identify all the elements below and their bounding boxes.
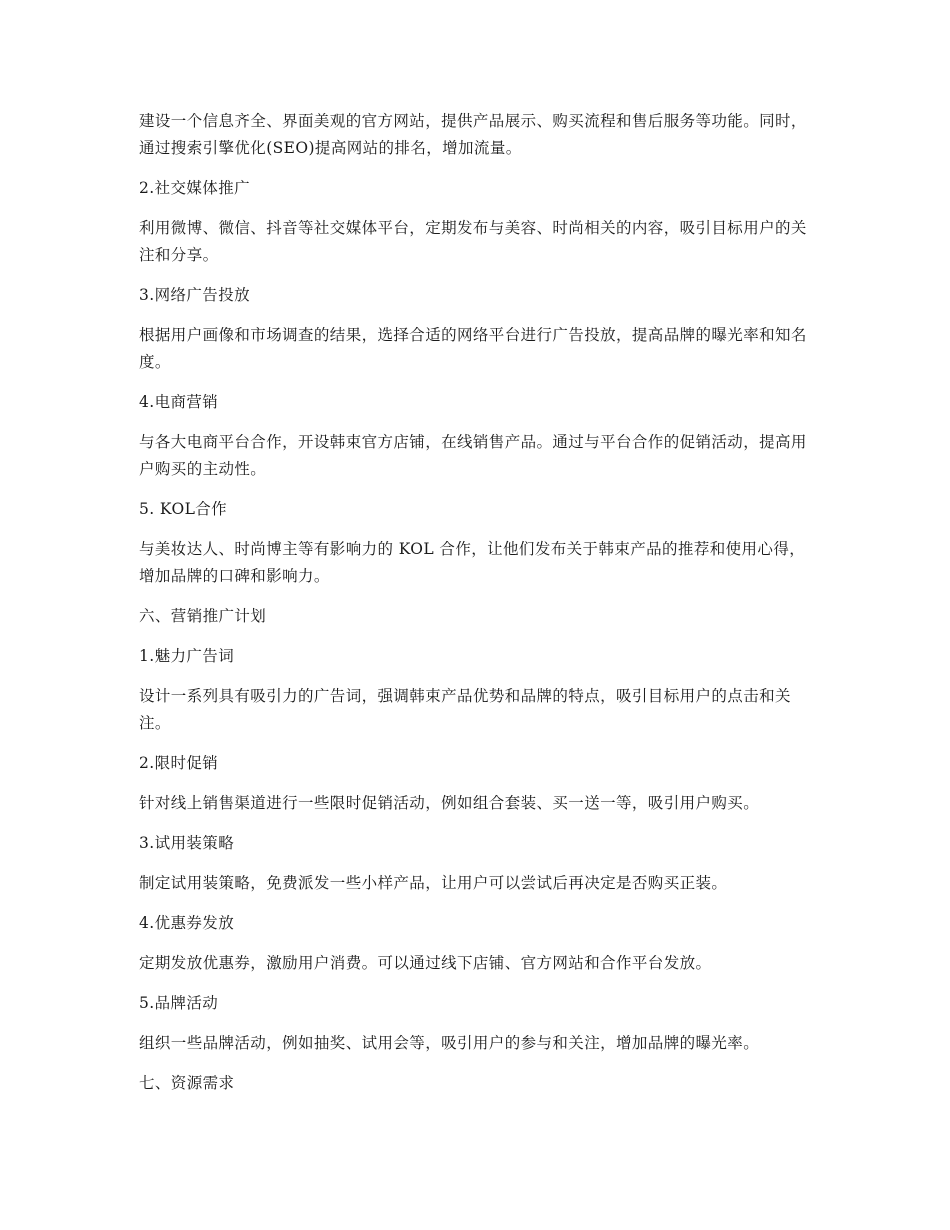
heading-brand-events: 5.品牌活动 bbox=[139, 994, 219, 1012]
document-body bbox=[139, 108, 819, 1110]
heading-ad-slogans: 1.魅力广告词 bbox=[139, 647, 235, 665]
paragraph-online-ads: 根据用户画像和市场调查的结果，选择合适的网络平台进行广告投放，提高品牌的曝光率和知名度。 bbox=[139, 326, 807, 371]
heading-coupons: 4.优惠券发放 bbox=[139, 914, 235, 932]
paragraph-limited-promo: 针对线上销售渠道进行一些限时促销活动，例如组合套装、买一送一等，吸引用户购买。 bbox=[139, 794, 760, 812]
paragraph-coupons: 定期发放优惠券，激励用户消费。可以通过线下店铺、官方网站和合作平台发放。 bbox=[139, 954, 712, 972]
paragraph-brand-events: 组织一些品牌活动，例如抽奖、试用会等，吸引用户的参与和关注，增加品牌的曝光率。 bbox=[139, 1034, 760, 1052]
heading-limited-promo: 2.限时促销 bbox=[139, 754, 219, 772]
paragraph-social-media: 利用微博、微信、抖音等社交媒体平台，定期发布与美容、时尚相关的内容，吸引目标用户的关注和分享。 bbox=[139, 219, 807, 264]
heading-online-ads: 3.网络广告投放 bbox=[139, 286, 250, 304]
section-heading-resources: 七、资源需求 bbox=[139, 1074, 235, 1092]
paragraph-trial-strategy: 制定试用装策略，免费派发一些小样产品，让用户可以尝试后再决定是否购买正装。 bbox=[139, 874, 728, 892]
heading-social-media: 2.社交媒体推广 bbox=[139, 179, 250, 197]
heading-ecommerce: 4.电商营销 bbox=[139, 393, 219, 411]
heading-trial-strategy: 3.试用装策略 bbox=[139, 834, 235, 852]
heading-kol: 5. KOL合作 bbox=[139, 500, 228, 518]
paragraph-official-website: 建设一个信息齐全、界面美观的官方网站，提供产品展示、购买流程和售后服务等功能。同时，通过搜索引擎优化(SEO)提高网站的排名，增加流量。 bbox=[139, 112, 807, 157]
paragraph-kol: 与美妆达人、时尚博主等有影响力的 KOL 合作，让他们发布关于韩束产品的推荐和使用心得，增加品牌的口碑和影响力。 bbox=[139, 540, 806, 585]
paragraph-ecommerce: 与各大电商平台合作，开设韩束官方店铺，在线销售产品。通过与平台合作的促销活动，提高用户购买的主动性。 bbox=[139, 433, 807, 478]
section-heading-marketing-plan: 六、营销推广计划 bbox=[139, 607, 267, 625]
paragraph-ad-slogans: 设计一系列具有吸引力的广告词，强调韩束产品优势和品牌的特点，吸引目标用户的点击和关注。 bbox=[139, 687, 791, 732]
